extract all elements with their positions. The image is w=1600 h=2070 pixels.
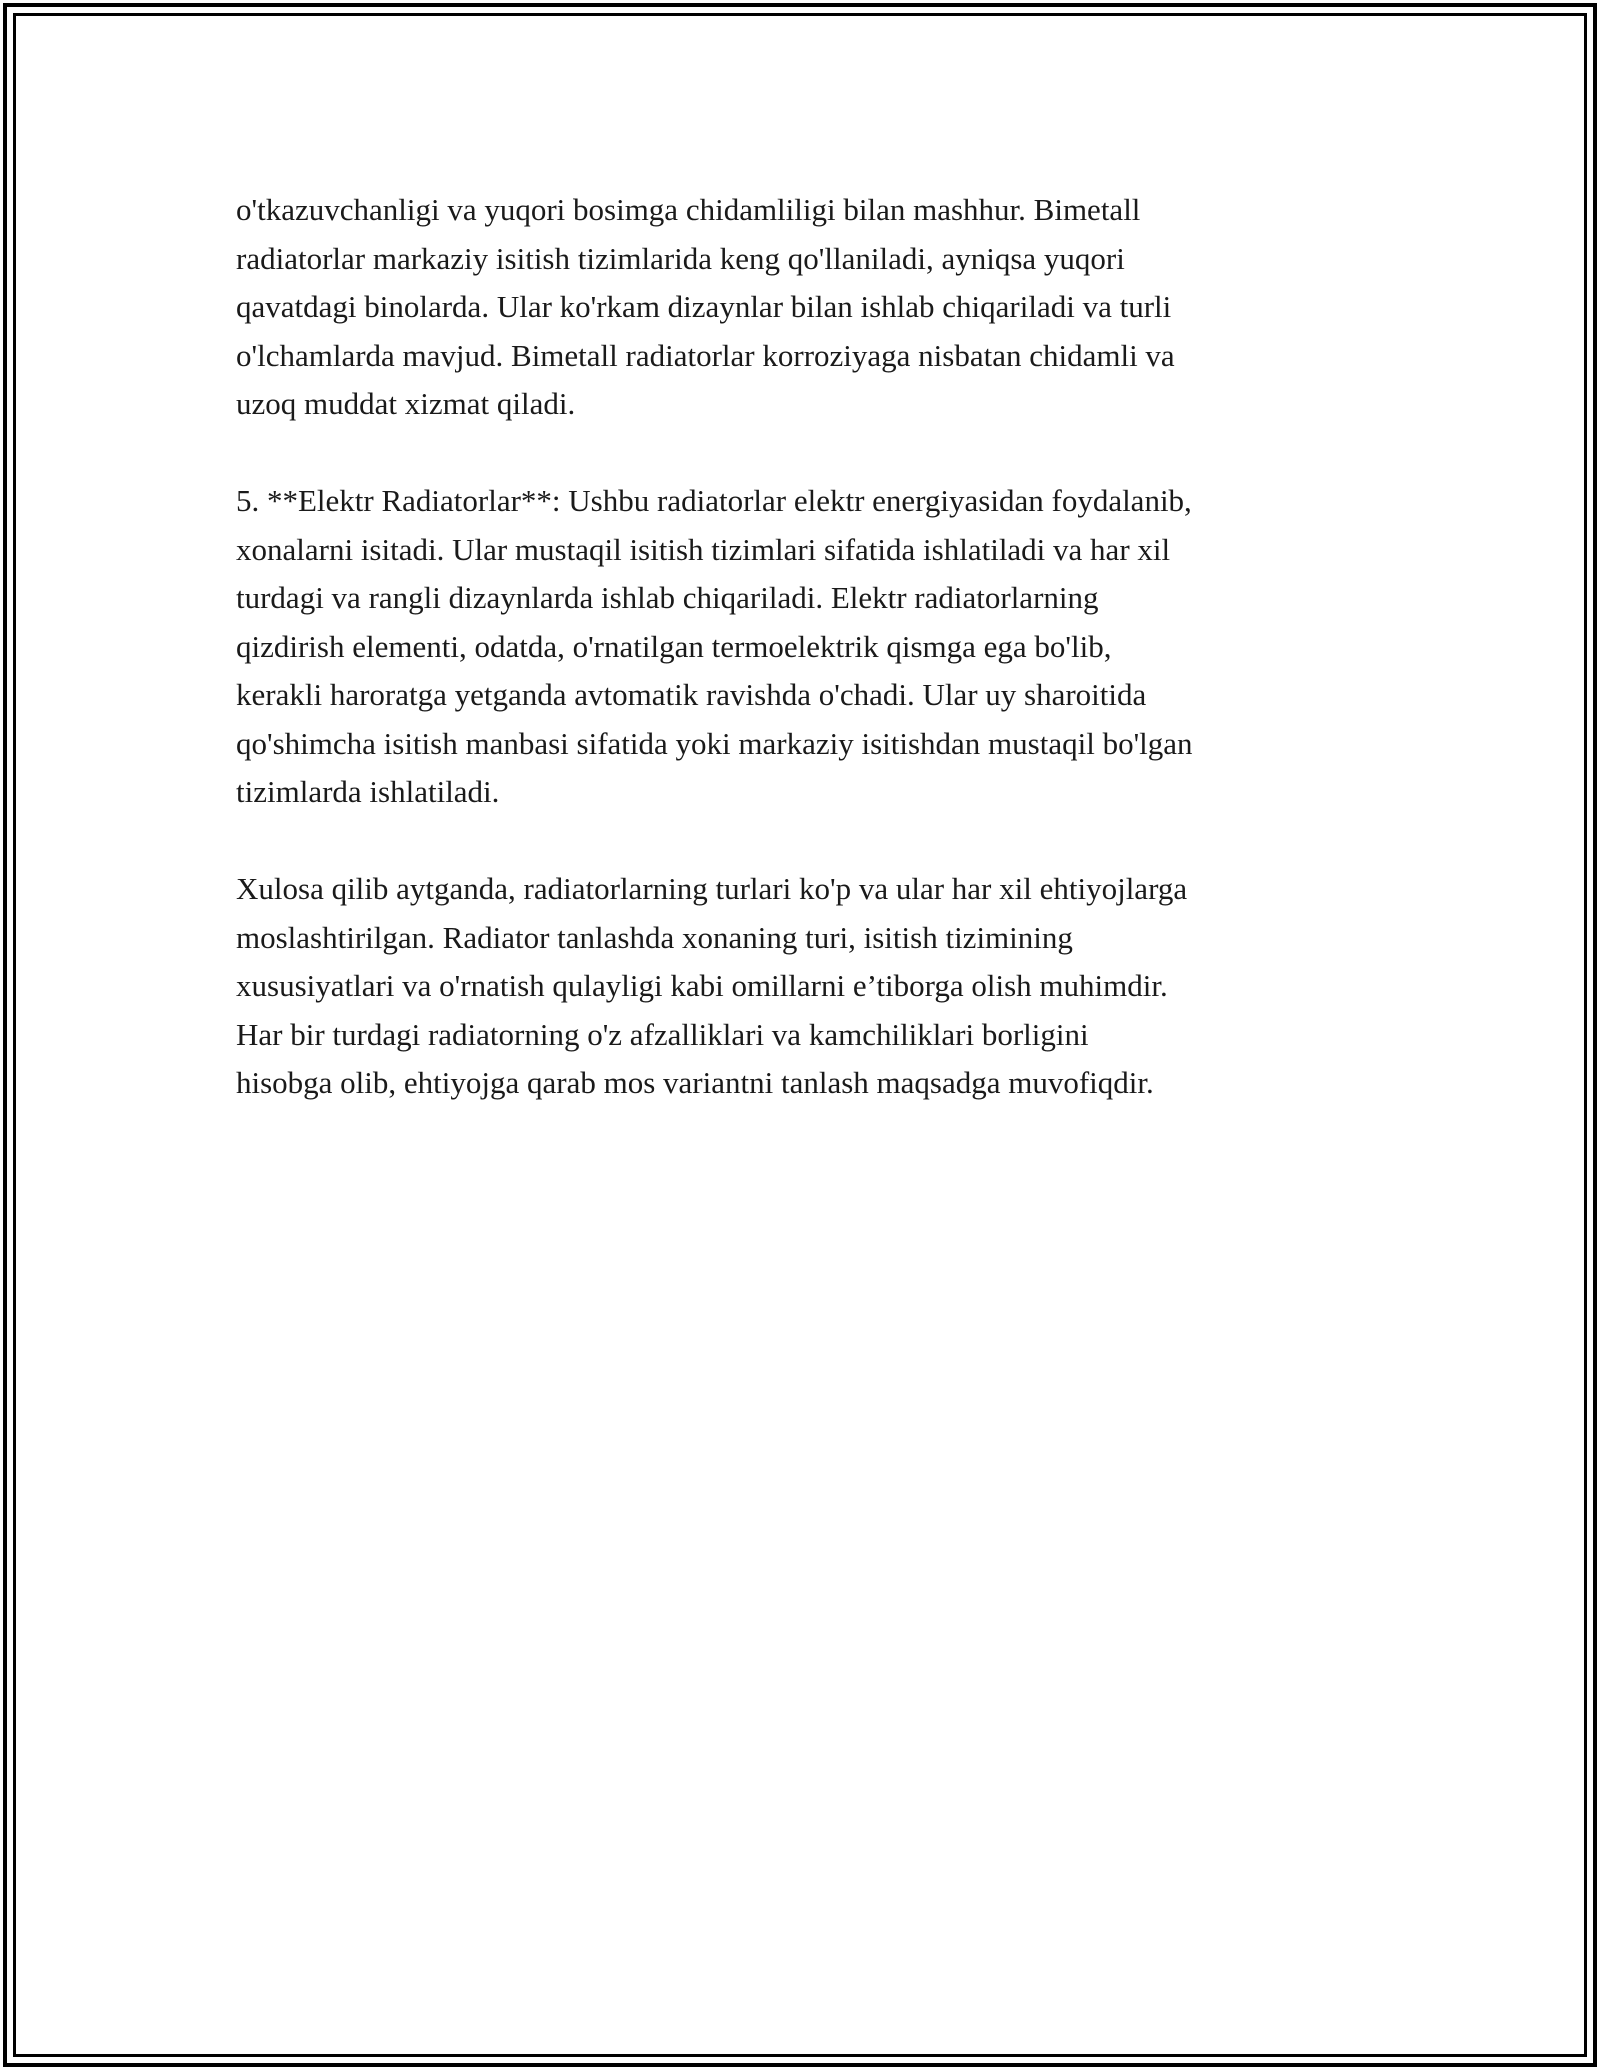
paragraph-elektr-radiatorlar: 5. **Elektr Radiatorlar**: Ushbu radiatorlar elektr energiyasidan foydalanib, xonalarni isitadi. Ular mustaqil isitish tizimlari sifatida ishlatiladi va har xil turdagi va rangli dizaynlarda ishlab chiqariladi. Elektr radiatorlarning qizdirish elementi, odatda, o'rnatilgan termoelektrik qismga ega bo'lib, kerakli haroratga yetganda avtomatik ravishda o'chadi. Ular uy sharoitida qo'shimcha isitish manbasi sifatida yoki markaziy isitishdan mustaqil bo'lgan tizimlarda ishlatiladi. bbox=[236, 483, 1193, 809]
paragraph-xulosa: Xulosa qilib aytganda, radiatorlarning turlari ko'p va ular har xil ehtiyojlarga moslashtirilgan. Radiator tanlashda xonaning turi, isitish tizimining xususiyatlari va o'rnatish qulayligi kabi omillarni e’tiborga olish muhimdir. Har bir turdagi radiatorning o'z afzalliklari va kamchiliklari borligini hisobga olib, ehtiyojga qarab mos variantni tanlash maqsadga muvofiqdir. bbox=[236, 871, 1188, 1100]
paragraph-bimetall-continued: o'tkazuvchanligi va yuqori bosimga chidamliligi bilan mashhur. Bimetall radiatorlar markaziy isitish tizimlarida keng qo'llaniladi, ayniqsa yuqori qavatdagi binolarda. Ular ko'rkam dizaynlar bilan ishlab chiqariladi va turli o'lchamlarda mavjud. Bimetall radiatorlar korroziyaga nisbatan chidamli va uzoq muddat xizmat qiladi. bbox=[236, 192, 1175, 421]
document-body bbox=[236, 186, 1386, 1156]
